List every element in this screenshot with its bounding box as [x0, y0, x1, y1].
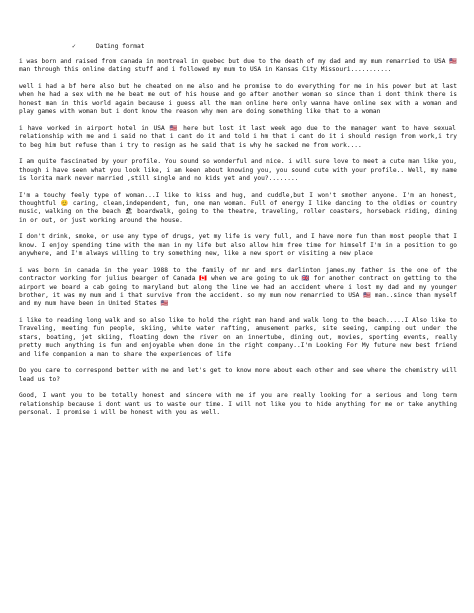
paragraph: I'm a touchy feely type of woman...I like to kiss and hug, and cuddle,but I won't smother anyone. I'm an honest, thoughtful 😊 caring, clean,independent, fun, one man woman. Full of energy I like dancing to the oldies or country music, walking on the beach 🏖 boardwalk, going to the theatre, traveling, roller coasters, horseback riding, dining in or out, or just working around the house.: [19, 191, 457, 224]
paragraph: I am quite fascinated by your profile. You sound so wonderful and nice. i will sure love to meet a cute man like you, though i have seen what you look like, i am keen about knowing you, you sound cute with your profile.. Well, my name is lorita mark never married ,still single and no kids yet and you?........: [19, 158, 457, 183]
paragraph: i was born and raised from canada in montreal in quebec but due to the death of my dad and my mum remarried to USA 🇺🇸 man through this online dating stuff and i followed my mum to USA in Kansas City Missouri...........: [19, 58, 457, 74]
paragraph: well i had a bf here also but he cheated on me also and he promise to do everything for me in his power but at last when he had a sex with me he beat me out of his house and go after another woman so since than i dont think there is honest man in this world again because i guess all the man online here only wanna have online sex with a woman and play games with woman but i dont know the reason why men are doing something like that to a woman: [19, 83, 457, 116]
checkmark-icon: ✓: [72, 43, 76, 50]
paragraph: i like to reading long walk and so also like to hold the right man hand and walk long to the beach.....I Also like to Traveling, meeting fun people, skiing, white water rafting, amusement parks, site seeing, camping out under the stars, boating, jet skiing, floating down the river on an innertube, dining out, movies, sporting events, really pretty much anything is fun and enjoyable when done in the right company..I'm Looking For My future new best friend and life companion a man to share the experiences of life: [19, 317, 457, 358]
document-heading: [72, 43, 144, 51]
paragraph: Good, I want you to be totally honest and sincere with me if you are really looking for a serious and long term relationship because i dont want us to waste our time. I will not like you to hide anything for me or take anything personal. I promise i will be honest with you as well.: [19, 392, 457, 417]
paragraph: i have worked in airport hotel in USA 🇺🇸 here but lost it last week ago due to the manager want to have sexual relationship with me and i said no that i cant do it and told i hm that i cant do it i should resign from work,i try to beg him but refuse than i try to resign as he said that is why he sacked me from work....: [19, 124, 457, 149]
paragraph: I don't drink, smoke, or use any type of drugs, yet my life is very full, and I have more fun than most people that I know. I enjoy spending time with the man in my life but also allow him free time for himself I'm in a position to go anywhere, and I'm always willing to try something new, like a new sport or visiting a new place: [19, 233, 457, 258]
paragraph: Do you care to correspond better with me and let's get to know more about each other and see where the chemistry will lead us to?: [19, 367, 457, 383]
paragraph: i was born in canada in the year 1988 to the family of mr and mrs darlinton james.my father is the one of the contractor working for julius bearger of Canada 🇨🇦 when we are going to uk 🇬🇧 for another contract on getting to the airport we board a cab going to maryland but along the line we had an accident where i lost my dad and my younger brother, it was my mum and i that survive from the accident. so my mum now remarried to USA 🇺🇸 man..since than myself and my mum have been in United States 🇺🇸: [19, 266, 457, 308]
document-title: Dating format: [96, 43, 145, 50]
document-body: [19, 58, 457, 426]
